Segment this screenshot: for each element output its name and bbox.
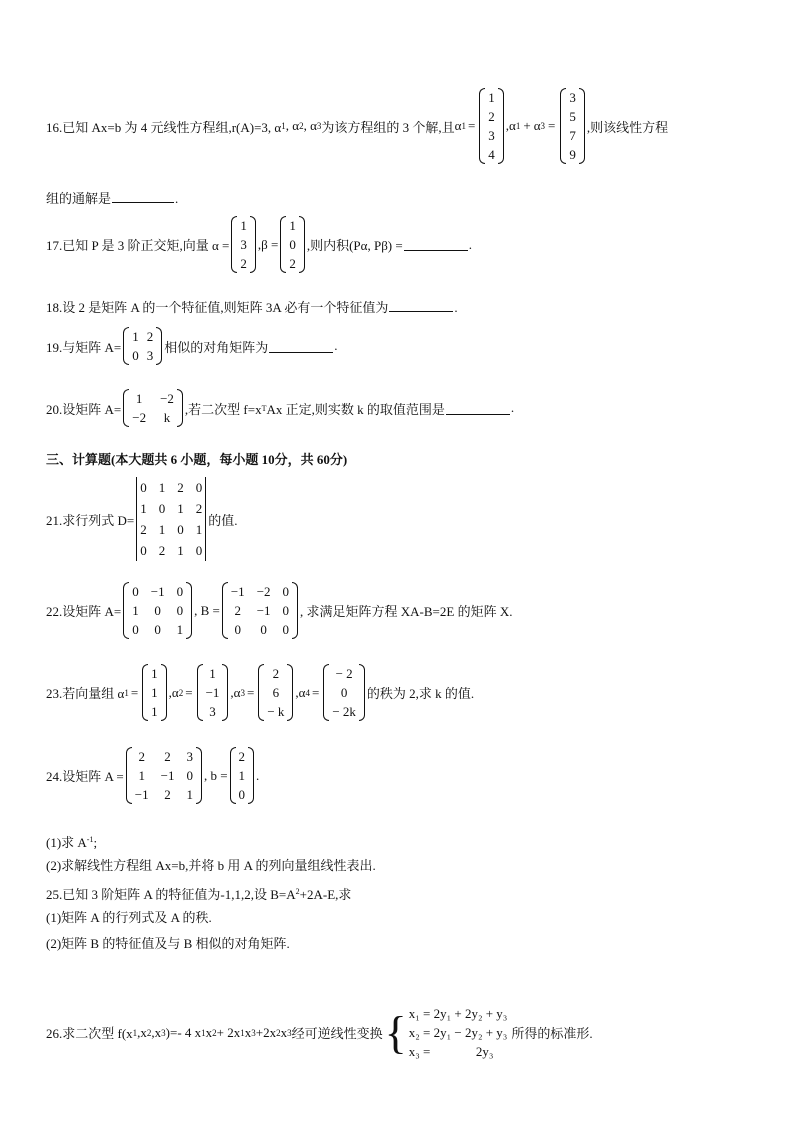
alpha13-sum-vector: 3 5 7 9 bbox=[560, 88, 585, 164]
matrix-a-19: 1 2 0 3 bbox=[123, 327, 162, 365]
section-heading-3: 三、计算题(本大题共 6 小题，每小题 10分，共 60分) bbox=[46, 452, 348, 467]
q24-part1: (1)求 $A^{-1}$; bbox=[46, 835, 98, 850]
q24-part2: (2)求解线性方程组 Ax=b,并将 b 用 A 的列向量组线性表出. bbox=[46, 858, 376, 873]
q18: 18.设 2 是矩阵 A 的一个特征值,则矩阵 3A 必有一个特征值为 . bbox=[46, 300, 458, 315]
alpha2-vector-23: 1 −1 3 bbox=[197, 664, 229, 721]
linear-transformation: x₁ = 2y₁ + 2y₂ + y₃ x₂ = 2y₁ − 2y₂ + y₃ x₃ = 2y₃ bbox=[408, 1006, 508, 1059]
alpha3-vector-23: 2 6 − k bbox=[258, 664, 293, 721]
answer-blank-19 bbox=[269, 340, 333, 353]
matrix-a-20: 1 −2 −2 k bbox=[123, 389, 183, 427]
q22: 22.设矩阵 A= 0 −1 0 1 0 0 0 0 1 , B = −1 −2 0 2 −1 0 0 0 0 , 求满足矩阵方程 XA-B=2E 的矩阵 X. bbox=[46, 584, 513, 637]
alpha-vector: 1 3 2 bbox=[231, 216, 256, 273]
alpha1-vector-23: 1 1 1 bbox=[142, 664, 167, 721]
q16-line1: 16.已知 Ax=b 为 4 元线性方程组,r(A)=3, α 1 , α 2 , α 3 为该方程组的 3 个解,且 α 1 = 1 2 3 4 ,α 1 + α 3 = 3 5 7 9 ,则该线性方程 bbox=[46, 90, 669, 162]
beta-vector: 1 0 2 bbox=[280, 216, 305, 273]
matrix-a-22: 0 −1 0 1 0 0 0 0 1 bbox=[123, 582, 192, 639]
answer-blank-20 bbox=[446, 402, 510, 415]
alpha1-vector: 1 2 3 4 bbox=[479, 88, 504, 164]
q21: 21.求行列式 D= 0 1 2 0 1 0 1 2 2 1 0 1 0 2 1 0 的值. bbox=[46, 477, 238, 561]
matrix-b-22: −1 −2 0 2 −1 0 0 0 0 bbox=[222, 582, 298, 639]
q25-part1: (1)矩阵 A 的行列式及 A 的秩. bbox=[46, 910, 212, 925]
vector-b-24: 2 1 0 bbox=[230, 747, 255, 804]
q26: 26.求二次型 f(x 1 ,x 2 ,x 3 )=- 4 x 1 x 2 + 2x 1 x 3 +2x 2 x 3 经可逆线性变换 { x₁ = 2y₁ + 2y₂ + y₃ x₂ = 2y₁ − 2y₂ + y₃ x₃ = 2y₃ 所得的标准形. bbox=[46, 972, 593, 1093]
q16-line2: 组的通解是 . bbox=[46, 191, 179, 206]
determinant-d: 0 1 2 0 1 0 1 2 2 1 0 1 0 2 1 0 bbox=[136, 477, 206, 561]
q20: 20.设矩阵 A= 1 −2 −2 k ,若二次型 f=x T Ax 正定,则实数 k 的取值范围是 . bbox=[46, 391, 515, 425]
q25-part2: (2)矩阵 B 的特征值及与 B 相似的对角矩阵. bbox=[46, 936, 290, 951]
matrix-a-24: 2 2 3 1 −1 0 −1 2 1 bbox=[126, 747, 202, 804]
q25-line1: 25.已知 3 阶矩阵 A 的特征值为-1,1,2,设 $B=A^2+2A-E$,求 bbox=[46, 887, 352, 902]
left-brace: { bbox=[384, 1006, 407, 1058]
q19: 19.与矩阵 A= 1 2 0 3 相似的对角矩阵为 . bbox=[46, 329, 338, 363]
q17: 17.已知 P 是 3 阶正交矩,向量 α = 1 3 2 ,β = 1 0 2 ,则内积(Pα, Pβ) = . bbox=[46, 218, 472, 271]
alpha4-vector-23: − 2 0 − 2k bbox=[323, 664, 365, 721]
q24: 24.设矩阵 A = 2 2 3 1 −1 0 −1 2 1 , b = 2 1 0 . bbox=[46, 749, 260, 802]
answer-blank-16 bbox=[112, 190, 174, 203]
q23: 23.若向量组 α 1 = 1 1 1 ,α 2 = 1 −1 3 ,α 3 = 2 6 − k ,α 4 = − 2 0 − 2k 的秩为 2,求 k 的值. bbox=[46, 666, 475, 719]
answer-blank-17 bbox=[404, 238, 468, 251]
answer-blank-18 bbox=[389, 299, 453, 312]
